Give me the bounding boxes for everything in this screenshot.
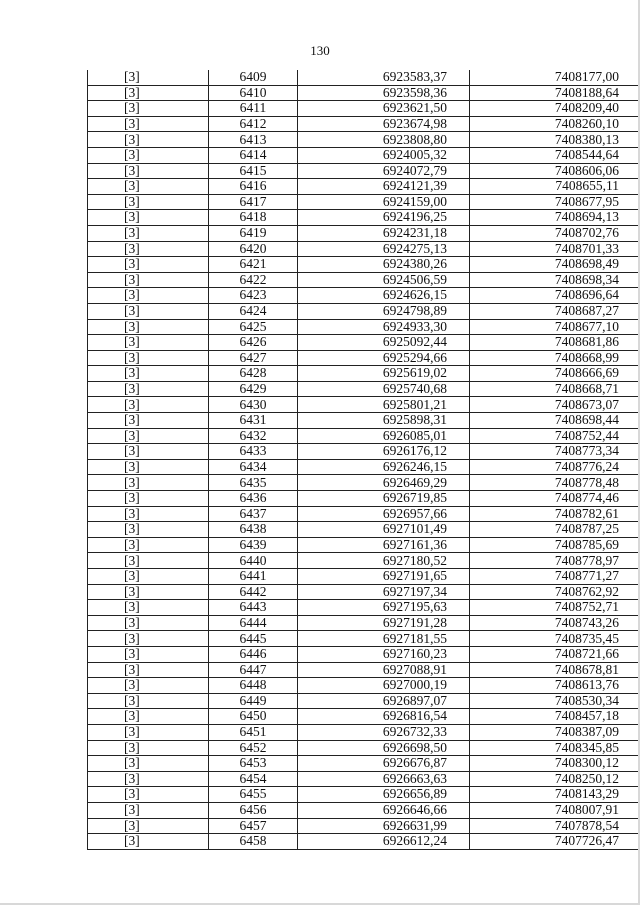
- x-coordinate-cell: 6927160,23: [298, 646, 470, 662]
- x-coordinate-cell: 6926631,99: [298, 818, 470, 834]
- table-row: [88, 459, 640, 475]
- y-coordinate-cell: 7408678,81: [470, 662, 640, 678]
- table-row: [88, 116, 640, 132]
- point-number-cell: 6435: [209, 475, 298, 491]
- row-ref-cell: [3]: [88, 350, 209, 366]
- point-number-cell: 6419: [209, 225, 298, 241]
- x-coordinate-cell: 6925619,02: [298, 366, 470, 382]
- row-ref-cell: [3]: [88, 444, 209, 460]
- x-coordinate-cell: 6927088,91: [298, 662, 470, 678]
- table-row: [88, 319, 640, 335]
- point-number-cell: 6458: [209, 834, 298, 850]
- y-coordinate-cell: 7408300,12: [470, 756, 640, 772]
- row-ref-cell: [3]: [88, 194, 209, 210]
- row-ref-cell: [3]: [88, 600, 209, 616]
- point-number-cell: 6420: [209, 241, 298, 257]
- row-ref-cell: [3]: [88, 475, 209, 491]
- x-coordinate-cell: 6923598,36: [298, 85, 470, 101]
- x-coordinate-cell: 6927101,49: [298, 522, 470, 538]
- row-ref-cell: [3]: [88, 428, 209, 444]
- table-row: [88, 179, 640, 195]
- y-coordinate-cell: 7408457,18: [470, 709, 640, 725]
- x-coordinate-cell: 6927191,65: [298, 569, 470, 585]
- x-coordinate-cell: 6924798,89: [298, 303, 470, 319]
- table-row: [88, 678, 640, 694]
- y-coordinate-cell: 7408687,27: [470, 303, 640, 319]
- table-row: [88, 194, 640, 210]
- table-row: [88, 85, 640, 101]
- y-coordinate-cell: 7408787,25: [470, 522, 640, 538]
- row-ref-cell: [3]: [88, 740, 209, 756]
- row-ref-cell: [3]: [88, 662, 209, 678]
- table-row: [88, 428, 640, 444]
- x-coordinate-cell: 6924159,00: [298, 194, 470, 210]
- x-coordinate-cell: 6927181,55: [298, 631, 470, 647]
- point-number-cell: 6425: [209, 319, 298, 335]
- point-number-cell: 6424: [209, 303, 298, 319]
- table-row: [88, 802, 640, 818]
- x-coordinate-cell: 6924275,13: [298, 241, 470, 257]
- point-number-cell: 6433: [209, 444, 298, 460]
- y-coordinate-cell: 7408606,06: [470, 163, 640, 179]
- table-row: [88, 225, 640, 241]
- x-coordinate-cell: 6927000,19: [298, 678, 470, 694]
- y-coordinate-cell: 7408694,13: [470, 210, 640, 226]
- table-row: [88, 163, 640, 179]
- y-coordinate-cell: 7408188,64: [470, 85, 640, 101]
- point-number-cell: 6443: [209, 600, 298, 616]
- point-number-cell: 6457: [209, 818, 298, 834]
- row-ref-cell: [3]: [88, 756, 209, 772]
- point-number-cell: 6436: [209, 491, 298, 507]
- page-number: 130: [310, 43, 330, 58]
- point-number-cell: 6434: [209, 459, 298, 475]
- row-ref-cell: [3]: [88, 537, 209, 553]
- y-coordinate-cell: 7408666,69: [470, 366, 640, 382]
- coordinates-table: [87, 70, 640, 850]
- row-ref-cell: [3]: [88, 724, 209, 740]
- table-row: [88, 288, 640, 304]
- y-coordinate-cell: 7408698,44: [470, 413, 640, 429]
- table-row: [88, 444, 640, 460]
- coordinates-table-body: [88, 70, 640, 849]
- y-coordinate-cell: 7408771,27: [470, 569, 640, 585]
- x-coordinate-cell: 6927180,52: [298, 553, 470, 569]
- table-row: [88, 646, 640, 662]
- point-number-cell: 6413: [209, 132, 298, 148]
- table-row: [88, 631, 640, 647]
- row-ref-cell: [3]: [88, 272, 209, 288]
- row-ref-cell: [3]: [88, 553, 209, 569]
- point-number-cell: 6447: [209, 662, 298, 678]
- y-coordinate-cell: 7408260,10: [470, 116, 640, 132]
- x-coordinate-cell: 6926656,89: [298, 787, 470, 803]
- table-row: [88, 709, 640, 725]
- point-number-cell: 6416: [209, 179, 298, 195]
- y-coordinate-cell: 7407726,47: [470, 834, 640, 850]
- x-coordinate-cell: 6924933,30: [298, 319, 470, 335]
- table-row: [88, 272, 640, 288]
- x-coordinate-cell: 6926176,12: [298, 444, 470, 460]
- x-coordinate-cell: 6923674,98: [298, 116, 470, 132]
- y-coordinate-cell: 7408702,76: [470, 225, 640, 241]
- x-coordinate-cell: 6926612,24: [298, 834, 470, 850]
- row-ref-cell: [3]: [88, 335, 209, 351]
- x-coordinate-cell: 6924072,79: [298, 163, 470, 179]
- y-coordinate-cell: 7408143,29: [470, 787, 640, 803]
- x-coordinate-cell: 6924231,18: [298, 225, 470, 241]
- table-row: [88, 724, 640, 740]
- table-row: [88, 491, 640, 507]
- point-number-cell: 6411: [209, 101, 298, 117]
- row-ref-cell: [3]: [88, 241, 209, 257]
- x-coordinate-cell: 6923583,37: [298, 70, 470, 85]
- table-row: [88, 522, 640, 538]
- table-row: [88, 834, 640, 850]
- point-number-cell: 6417: [209, 194, 298, 210]
- point-number-cell: 6432: [209, 428, 298, 444]
- table-row: [88, 569, 640, 585]
- y-coordinate-cell: 7408345,85: [470, 740, 640, 756]
- row-ref-cell: [3]: [88, 569, 209, 585]
- point-number-cell: 6429: [209, 381, 298, 397]
- y-coordinate-cell: 7408776,24: [470, 459, 640, 475]
- table-row: [88, 303, 640, 319]
- point-number-cell: 6439: [209, 537, 298, 553]
- y-coordinate-cell: 7408762,92: [470, 584, 640, 600]
- table-row: [88, 147, 640, 163]
- row-ref-cell: [3]: [88, 366, 209, 382]
- x-coordinate-cell: 6925801,21: [298, 397, 470, 413]
- x-coordinate-cell: 6926732,33: [298, 724, 470, 740]
- x-coordinate-cell: 6923808,80: [298, 132, 470, 148]
- x-coordinate-cell: 6926246,15: [298, 459, 470, 475]
- y-coordinate-cell: 7408782,61: [470, 506, 640, 522]
- point-number-cell: 6446: [209, 646, 298, 662]
- table-row: [88, 787, 640, 803]
- point-number-cell: 6450: [209, 709, 298, 725]
- row-ref-cell: [3]: [88, 147, 209, 163]
- row-ref-cell: [3]: [88, 116, 209, 132]
- y-coordinate-cell: 7408785,69: [470, 537, 640, 553]
- row-ref-cell: [3]: [88, 225, 209, 241]
- y-coordinate-cell: 7408177,00: [470, 70, 640, 85]
- point-number-cell: 6444: [209, 615, 298, 631]
- table-row: [88, 600, 640, 616]
- point-number-cell: 6452: [209, 740, 298, 756]
- table-row: [88, 397, 640, 413]
- y-coordinate-cell: 7408735,45: [470, 631, 640, 647]
- x-coordinate-cell: 6927191,28: [298, 615, 470, 631]
- row-ref-cell: [3]: [88, 381, 209, 397]
- x-coordinate-cell: 6924626,15: [298, 288, 470, 304]
- y-coordinate-cell: 7408677,95: [470, 194, 640, 210]
- x-coordinate-cell: 6925898,31: [298, 413, 470, 429]
- point-number-cell: 6449: [209, 693, 298, 709]
- y-coordinate-cell: 7408544,64: [470, 147, 640, 163]
- table-row: [88, 257, 640, 273]
- y-coordinate-cell: 7408743,26: [470, 615, 640, 631]
- row-ref-cell: [3]: [88, 179, 209, 195]
- table-row: [88, 584, 640, 600]
- x-coordinate-cell: 6926469,29: [298, 475, 470, 491]
- x-coordinate-cell: 6927161,36: [298, 537, 470, 553]
- row-ref-cell: [3]: [88, 506, 209, 522]
- y-coordinate-cell: 7408701,33: [470, 241, 640, 257]
- row-ref-cell: [3]: [88, 522, 209, 538]
- table-row: [88, 693, 640, 709]
- point-number-cell: 6427: [209, 350, 298, 366]
- row-ref-cell: [3]: [88, 818, 209, 834]
- table-row: [88, 241, 640, 257]
- table-row: [88, 413, 640, 429]
- y-coordinate-cell: 7408209,40: [470, 101, 640, 117]
- table-row: [88, 615, 640, 631]
- row-ref-cell: [3]: [88, 459, 209, 475]
- point-number-cell: 6412: [209, 116, 298, 132]
- point-number-cell: 6440: [209, 553, 298, 569]
- x-coordinate-cell: 6924005,32: [298, 147, 470, 163]
- x-coordinate-cell: 6924121,39: [298, 179, 470, 195]
- x-coordinate-cell: 6927197,34: [298, 584, 470, 600]
- x-coordinate-cell: 6926897,07: [298, 693, 470, 709]
- point-number-cell: 6422: [209, 272, 298, 288]
- row-ref-cell: [3]: [88, 631, 209, 647]
- point-number-cell: 6442: [209, 584, 298, 600]
- y-coordinate-cell: 7408250,12: [470, 771, 640, 787]
- y-coordinate-cell: 7408380,13: [470, 132, 640, 148]
- row-ref-cell: [3]: [88, 787, 209, 803]
- table-row: [88, 740, 640, 756]
- row-ref-cell: [3]: [88, 303, 209, 319]
- table-row: [88, 537, 640, 553]
- x-coordinate-cell: 6924196,25: [298, 210, 470, 226]
- point-number-cell: 6430: [209, 397, 298, 413]
- row-ref-cell: [3]: [88, 413, 209, 429]
- point-number-cell: 6426: [209, 335, 298, 351]
- point-number-cell: 6445: [209, 631, 298, 647]
- y-coordinate-cell: 7408387,09: [470, 724, 640, 740]
- x-coordinate-cell: 6926663,63: [298, 771, 470, 787]
- point-number-cell: 6448: [209, 678, 298, 694]
- y-coordinate-cell: 7408752,44: [470, 428, 640, 444]
- row-ref-cell: [3]: [88, 132, 209, 148]
- y-coordinate-cell: 7408668,71: [470, 381, 640, 397]
- point-number-cell: 6455: [209, 787, 298, 803]
- y-coordinate-cell: 7408752,71: [470, 600, 640, 616]
- row-ref-cell: [3]: [88, 693, 209, 709]
- x-coordinate-cell: 6925740,68: [298, 381, 470, 397]
- point-number-cell: 6456: [209, 802, 298, 818]
- row-ref-cell: [3]: [88, 397, 209, 413]
- x-coordinate-cell: 6926676,87: [298, 756, 470, 772]
- y-coordinate-cell: 7408655,11: [470, 179, 640, 195]
- table-row: [88, 475, 640, 491]
- row-ref-cell: [3]: [88, 646, 209, 662]
- table-row: [88, 818, 640, 834]
- row-ref-cell: [3]: [88, 709, 209, 725]
- point-number-cell: 6454: [209, 771, 298, 787]
- table-row: [88, 350, 640, 366]
- table-row: [88, 771, 640, 787]
- y-coordinate-cell: 7408721,66: [470, 646, 640, 662]
- point-number-cell: 6415: [209, 163, 298, 179]
- y-coordinate-cell: 7407878,54: [470, 818, 640, 834]
- row-ref-cell: [3]: [88, 70, 209, 85]
- y-coordinate-cell: 7408673,07: [470, 397, 640, 413]
- table-row: [88, 210, 640, 226]
- y-coordinate-cell: 7408774,46: [470, 491, 640, 507]
- point-number-cell: 6414: [209, 147, 298, 163]
- x-coordinate-cell: 6926085,01: [298, 428, 470, 444]
- x-coordinate-cell: 6926646,66: [298, 802, 470, 818]
- point-number-cell: 6423: [209, 288, 298, 304]
- x-coordinate-cell: 6925294,66: [298, 350, 470, 366]
- x-coordinate-cell: 6927195,63: [298, 600, 470, 616]
- y-coordinate-cell: 7408778,48: [470, 475, 640, 491]
- table-row: [88, 381, 640, 397]
- row-ref-cell: [3]: [88, 584, 209, 600]
- y-coordinate-cell: 7408677,10: [470, 319, 640, 335]
- row-ref-cell: [3]: [88, 85, 209, 101]
- row-ref-cell: [3]: [88, 163, 209, 179]
- point-number-cell: 6438: [209, 522, 298, 538]
- x-coordinate-cell: 6926719,85: [298, 491, 470, 507]
- point-number-cell: 6428: [209, 366, 298, 382]
- row-ref-cell: [3]: [88, 491, 209, 507]
- point-number-cell: 6431: [209, 413, 298, 429]
- point-number-cell: 6410: [209, 85, 298, 101]
- point-number-cell: 6437: [209, 506, 298, 522]
- row-ref-cell: [3]: [88, 802, 209, 818]
- y-coordinate-cell: 7408681,86: [470, 335, 640, 351]
- y-coordinate-cell: 7408698,34: [470, 272, 640, 288]
- table-row: [88, 366, 640, 382]
- point-number-cell: 6451: [209, 724, 298, 740]
- y-coordinate-cell: 7408696,64: [470, 288, 640, 304]
- row-ref-cell: [3]: [88, 678, 209, 694]
- point-number-cell: 6421: [209, 257, 298, 273]
- table-row: [88, 756, 640, 772]
- point-number-cell: 6441: [209, 569, 298, 585]
- table-row: [88, 335, 640, 351]
- y-coordinate-cell: 7408613,76: [470, 678, 640, 694]
- x-coordinate-cell: 6926957,66: [298, 506, 470, 522]
- point-number-cell: 6453: [209, 756, 298, 772]
- table-row: [88, 662, 640, 678]
- y-coordinate-cell: 7408007,91: [470, 802, 640, 818]
- x-coordinate-cell: 6923621,50: [298, 101, 470, 117]
- row-ref-cell: [3]: [88, 210, 209, 226]
- x-coordinate-cell: 6924380,26: [298, 257, 470, 273]
- row-ref-cell: [3]: [88, 319, 209, 335]
- x-coordinate-cell: 6925092,44: [298, 335, 470, 351]
- x-coordinate-cell: 6924506,59: [298, 272, 470, 288]
- x-coordinate-cell: 6926816,54: [298, 709, 470, 725]
- row-ref-cell: [3]: [88, 101, 209, 117]
- table-row: [88, 132, 640, 148]
- y-coordinate-cell: 7408668,99: [470, 350, 640, 366]
- y-coordinate-cell: 7408778,97: [470, 553, 640, 569]
- row-ref-cell: [3]: [88, 615, 209, 631]
- y-coordinate-cell: 7408530,34: [470, 693, 640, 709]
- row-ref-cell: [3]: [88, 834, 209, 850]
- row-ref-cell: [3]: [88, 257, 209, 273]
- row-ref-cell: [3]: [88, 288, 209, 304]
- y-coordinate-cell: 7408698,49: [470, 257, 640, 273]
- table-row: [88, 553, 640, 569]
- table-row: [88, 70, 640, 85]
- table-row: [88, 506, 640, 522]
- point-number-cell: 6409: [209, 70, 298, 85]
- row-ref-cell: [3]: [88, 771, 209, 787]
- point-number-cell: 6418: [209, 210, 298, 226]
- x-coordinate-cell: 6926698,50: [298, 740, 470, 756]
- table-row: [88, 101, 640, 117]
- y-coordinate-cell: 7408773,34: [470, 444, 640, 460]
